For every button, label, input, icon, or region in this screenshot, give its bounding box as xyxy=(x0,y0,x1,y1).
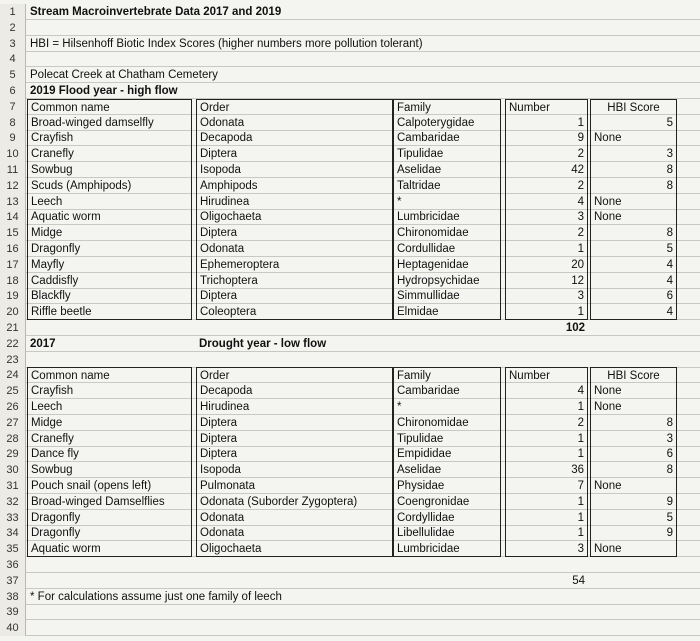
row-number: 3 xyxy=(0,36,26,52)
hbi-score-cell: 8 xyxy=(590,225,677,241)
section-heading-2017: Drought year - low flow xyxy=(199,337,327,350)
common-name-cell: Dance fly xyxy=(27,446,192,462)
hbi-score-cell: None xyxy=(590,399,677,415)
order-cell: Coleoptera xyxy=(196,304,393,320)
common-name-cell: Sowbug xyxy=(27,462,192,478)
number-cell: 1 xyxy=(505,510,588,526)
order-cell: Pulmonata xyxy=(196,478,393,494)
common-name-cell: Midge xyxy=(27,415,192,431)
order-cell: Isopoda xyxy=(196,162,393,178)
family-cell: * xyxy=(393,194,501,210)
row-number: 4 xyxy=(0,51,26,67)
order-cell: Diptera xyxy=(196,225,393,241)
sheet-row xyxy=(0,541,700,557)
row-number: 13 xyxy=(0,194,26,210)
family-cell: Calpoterygidae xyxy=(393,115,501,131)
row-number: 18 xyxy=(0,273,26,289)
sheet-row xyxy=(0,51,700,67)
family-cell: Chironomidae xyxy=(393,225,501,241)
site-name: Polecat Creek at Chatham Cemetery xyxy=(30,69,218,82)
sheet-row xyxy=(0,273,700,289)
family-cell: Simmullidae xyxy=(393,288,501,304)
row-number: 22 xyxy=(0,336,26,352)
row-number: 31 xyxy=(0,478,26,494)
sheet-row xyxy=(0,431,700,447)
sheet-row xyxy=(0,225,700,241)
row-number: 11 xyxy=(0,162,26,178)
sheet-row xyxy=(0,415,700,431)
sheet-row xyxy=(0,336,700,352)
section-year-2017: 2017 xyxy=(30,337,56,350)
hbi-score-cell: 8 xyxy=(590,462,677,478)
number-cell: 2 xyxy=(505,415,588,431)
order-header: Order xyxy=(196,367,393,383)
hbi-score-cell: None xyxy=(590,194,677,210)
row-number: 32 xyxy=(0,494,26,510)
hbi-score-cell: 5 xyxy=(590,241,677,257)
common-name-cell: Broad-winged damselfly xyxy=(27,115,192,131)
row-number: 12 xyxy=(0,178,26,194)
sheet-row xyxy=(0,36,700,52)
sheet-row xyxy=(0,288,700,304)
number-cell: 4 xyxy=(505,194,588,210)
sheet-row xyxy=(0,510,700,526)
sheet-row xyxy=(0,67,700,83)
sheet-row xyxy=(0,320,700,336)
row-number: 33 xyxy=(0,510,26,526)
row-number: 17 xyxy=(0,257,26,273)
sheet-row xyxy=(0,146,700,162)
hbi-score-cell: 6 xyxy=(590,288,677,304)
number-cell: 36 xyxy=(505,462,588,478)
row-number: 2 xyxy=(0,20,26,36)
common-name-cell: Midge xyxy=(27,225,192,241)
common-name-cell: Crayfish xyxy=(27,383,192,399)
number-cell: 1 xyxy=(505,431,588,447)
row-number: 34 xyxy=(0,525,26,541)
hbi-score-cell: 8 xyxy=(590,162,677,178)
common-name-cell: Broad-winged Damselflies xyxy=(27,494,192,510)
order-cell: Hirudinea xyxy=(196,194,393,210)
order-header: Order xyxy=(196,99,393,115)
number-cell: 7 xyxy=(505,478,588,494)
order-cell: Decapoda xyxy=(196,130,393,146)
family-cell: Tipulidae xyxy=(393,146,501,162)
common-name-header: Common name xyxy=(27,367,192,383)
order-cell: Diptera xyxy=(196,288,393,304)
hbi-score-cell: None xyxy=(590,130,677,146)
row-number: 6 xyxy=(0,83,26,99)
row-number: 9 xyxy=(0,130,26,146)
row-number: 16 xyxy=(0,241,26,257)
sheet-row xyxy=(0,20,700,36)
hbi-score-header: HBI Score xyxy=(590,367,677,383)
row-number: 23 xyxy=(0,352,26,368)
number-cell: 20 xyxy=(505,257,588,273)
row-number: 30 xyxy=(0,462,26,478)
hbi-score-cell: 4 xyxy=(590,304,677,320)
row-number: 40 xyxy=(0,620,26,636)
row-number: 36 xyxy=(0,557,26,573)
hbi-score-header: HBI Score xyxy=(590,99,677,115)
number-cell: 3 xyxy=(505,288,588,304)
row-number: 24 xyxy=(0,367,26,383)
sheet-row xyxy=(0,257,700,273)
order-cell: Oligochaeta xyxy=(196,541,393,557)
family-cell: Physidae xyxy=(393,478,501,494)
number-cell: 3 xyxy=(505,209,588,225)
order-cell: Odonata xyxy=(196,525,393,541)
row-number: 26 xyxy=(0,399,26,415)
sheet-row xyxy=(0,178,700,194)
family-cell: Cordullidae xyxy=(393,241,501,257)
sheet-row xyxy=(0,462,700,478)
order-cell: Oligochaeta xyxy=(196,209,393,225)
hbi-score-cell: None xyxy=(590,478,677,494)
family-cell: Cambaridae xyxy=(393,383,501,399)
order-cell: Diptera xyxy=(196,146,393,162)
order-cell: Odonata xyxy=(196,241,393,257)
order-cell: Isopoda xyxy=(196,462,393,478)
family-header: Family xyxy=(393,99,501,115)
row-number: 20 xyxy=(0,304,26,320)
common-name-cell: Caddisfly xyxy=(27,273,192,289)
hbi-score-cell: 6 xyxy=(590,446,677,462)
sheet-row xyxy=(0,352,700,368)
common-name-cell: Aquatic worm xyxy=(27,541,192,557)
family-cell: Tipulidae xyxy=(393,431,501,447)
row-number: 38 xyxy=(0,589,26,605)
common-name-cell: Pouch snail (opens left) xyxy=(27,478,192,494)
common-name-cell: Mayfly xyxy=(27,257,192,273)
family-cell: * xyxy=(393,399,501,415)
hbi-score-cell: None xyxy=(590,209,677,225)
hbi-score-cell: None xyxy=(590,541,677,557)
sheet-row xyxy=(0,573,700,589)
number-cell: 3 xyxy=(505,541,588,557)
family-cell: Aselidae xyxy=(393,462,501,478)
number-cell: 1 xyxy=(505,446,588,462)
hbi-score-cell: 5 xyxy=(590,115,677,131)
family-cell: Chironomidae xyxy=(393,415,501,431)
sheet-row xyxy=(0,194,700,210)
number-cell: 42 xyxy=(505,162,588,178)
sheet-row xyxy=(0,494,700,510)
family-cell: Hydropsychidae xyxy=(393,273,501,289)
order-cell: Ephemeroptera xyxy=(196,257,393,273)
row-number: 21 xyxy=(0,320,26,336)
common-name-cell: Leech xyxy=(27,194,192,210)
number-cell: 12 xyxy=(505,273,588,289)
hbi-score-cell: 4 xyxy=(590,257,677,273)
sheet-row xyxy=(0,620,700,636)
row-number: 35 xyxy=(0,541,26,557)
row-number: 15 xyxy=(0,225,26,241)
row-number: 7 xyxy=(0,99,26,115)
order-cell: Diptera xyxy=(196,415,393,431)
sheet-row xyxy=(0,162,700,178)
order-cell: Diptera xyxy=(196,431,393,447)
footnote: * For calculations assume just one family of leech xyxy=(30,590,282,603)
common-name-cell: Cranefly xyxy=(27,146,192,162)
row-number: 28 xyxy=(0,431,26,447)
family-header: Family xyxy=(393,367,501,383)
family-cell: Coengronidae xyxy=(393,494,501,510)
sheet-row xyxy=(0,99,700,115)
common-name-cell: Aquatic worm xyxy=(27,209,192,225)
total-2019: 102 xyxy=(565,322,585,334)
common-name-cell: Dragonfly xyxy=(27,525,192,541)
sheet-row xyxy=(0,525,700,541)
total-2017: 54 xyxy=(572,574,585,587)
hbi-score-cell: 5 xyxy=(590,510,677,526)
number-cell: 1 xyxy=(505,525,588,541)
sheet-row xyxy=(0,478,700,494)
hbi-note: HBI = Hilsenhoff Biotic Index Scores (higher numbers more pollution tolerant) xyxy=(30,37,423,50)
number-cell: 9 xyxy=(505,130,588,146)
common-name-cell: Scuds (Amphipods) xyxy=(27,178,192,194)
family-cell: Cordyllidae xyxy=(393,510,501,526)
sheet-row xyxy=(0,115,700,131)
sheet-row xyxy=(0,130,700,146)
sheet-row xyxy=(0,399,700,415)
sheet-row xyxy=(0,589,700,605)
number-header: Number xyxy=(505,99,588,115)
row-number: 1 xyxy=(0,4,26,20)
order-cell: Hirudinea xyxy=(196,399,393,415)
common-name-cell: Cranefly xyxy=(27,431,192,447)
common-name-cell: Sowbug xyxy=(27,162,192,178)
number-cell: 1 xyxy=(505,399,588,415)
hbi-score-cell: 3 xyxy=(590,146,677,162)
hbi-score-cell: 8 xyxy=(590,178,677,194)
number-cell: 1 xyxy=(505,115,588,131)
number-cell: 1 xyxy=(505,304,588,320)
order-cell: Odonata xyxy=(196,510,393,526)
sheet-title: Stream Macroinvertebrate Data 2017 and 2019 xyxy=(30,6,282,18)
family-cell: Lumbricidae xyxy=(393,541,501,557)
row-number: 29 xyxy=(0,446,26,462)
family-cell: Taltridae xyxy=(393,178,501,194)
order-cell: Diptera xyxy=(196,446,393,462)
family-cell: Aselidae xyxy=(393,162,501,178)
family-cell: Lumbricidae xyxy=(393,209,501,225)
family-cell: Heptagenidae xyxy=(393,257,501,273)
sheet-row xyxy=(0,4,700,20)
hbi-score-cell: 4 xyxy=(590,273,677,289)
family-cell: Elmidae xyxy=(393,304,501,320)
hbi-score-cell: 9 xyxy=(590,494,677,510)
hbi-score-cell: 9 xyxy=(590,525,677,541)
sheet-row xyxy=(0,604,700,620)
number-cell: 2 xyxy=(505,146,588,162)
row-number: 8 xyxy=(0,115,26,131)
number-cell: 1 xyxy=(505,241,588,257)
sheet-row xyxy=(0,241,700,257)
sheet-row xyxy=(0,557,700,573)
row-number: 27 xyxy=(0,415,26,431)
order-cell: Amphipods xyxy=(196,178,393,194)
common-name-cell: Blackfly xyxy=(27,288,192,304)
row-number: 25 xyxy=(0,383,26,399)
sheet-row xyxy=(0,304,700,320)
number-cell: 2 xyxy=(505,225,588,241)
common-name-header: Common name xyxy=(27,99,192,115)
sheet-row xyxy=(0,367,700,383)
row-number: 39 xyxy=(0,604,26,620)
hbi-score-cell: 8 xyxy=(590,415,677,431)
order-cell: Odonata xyxy=(196,115,393,131)
sheet-row xyxy=(0,209,700,225)
family-cell: Libellulidae xyxy=(393,525,501,541)
row-number: 19 xyxy=(0,288,26,304)
row-number: 37 xyxy=(0,573,26,589)
number-cell: 4 xyxy=(505,383,588,399)
number-cell: 2 xyxy=(505,178,588,194)
common-name-cell: Dragonfly xyxy=(27,510,192,526)
common-name-cell: Riffle beetle xyxy=(27,304,192,320)
common-name-cell: Crayfish xyxy=(27,130,192,146)
number-cell: 1 xyxy=(505,494,588,510)
row-number: 5 xyxy=(0,67,26,83)
common-name-cell: Leech xyxy=(27,399,192,415)
sheet-row xyxy=(0,83,700,99)
sheet-row xyxy=(0,446,700,462)
order-cell: Trichoptera xyxy=(196,273,393,289)
family-cell: Cambaridae xyxy=(393,130,501,146)
number-header: Number xyxy=(505,367,588,383)
hbi-score-cell: 3 xyxy=(590,431,677,447)
hbi-score-cell: None xyxy=(590,383,677,399)
row-number: 14 xyxy=(0,209,26,225)
order-cell: Odonata (Suborder Zygoptera) xyxy=(196,494,393,510)
common-name-cell: Dragonfly xyxy=(27,241,192,257)
family-cell: Empididae xyxy=(393,446,501,462)
sheet-row xyxy=(0,383,700,399)
order-cell: Decapoda xyxy=(196,383,393,399)
section-heading-2019: 2019 Flood year - high flow xyxy=(30,85,178,97)
row-number: 10 xyxy=(0,146,26,162)
